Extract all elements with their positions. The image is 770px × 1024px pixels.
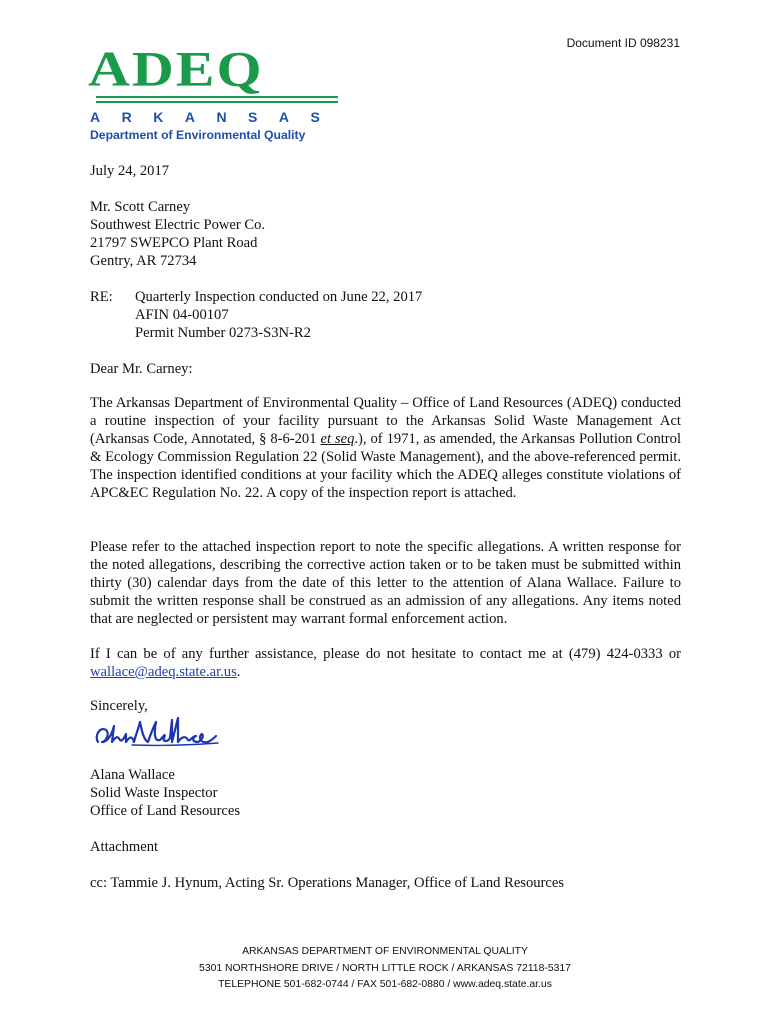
- salutation: Dear Mr. Carney:: [90, 361, 193, 377]
- paragraph-3-after: .: [236, 664, 241, 680]
- re-block: [90, 288, 681, 342]
- closing: Sincerely,: [90, 698, 148, 714]
- attachment-note: Attachment: [90, 839, 159, 855]
- recipient-street: 21797 SWEPCO Plant Road: [90, 235, 258, 251]
- document-id: Document ID 098231: [566, 36, 680, 50]
- footer-line-1: ARKANSAS DEPARTMENT OF ENVIRONMENTAL QUALITY: [242, 946, 528, 957]
- paragraph-1: [90, 394, 681, 502]
- re-line-3: Permit Number 0273-S3N-R2: [135, 325, 311, 341]
- logo-rule-top: [96, 96, 338, 98]
- recipient-city: Gentry, AR 72734: [90, 253, 197, 269]
- recipient-company: Southwest Electric Power Co.: [90, 217, 266, 233]
- email-link[interactable]: wallace@adeq.state.ar.us: [90, 664, 237, 680]
- footer-line-2: 5301 NORTHSHORE DRIVE / NORTH LITTLE ROCK / ARKANSAS 72118-5317: [199, 962, 571, 974]
- signature: [92, 712, 222, 752]
- paragraph-3: [90, 645, 681, 681]
- footer-line-3: TELEPHONE 501-682-0744 / FAX 501-682-0880 / www.adeq.state.ar.us: [218, 979, 552, 990]
- paragraph-1-et-seq: et seq: [320, 431, 355, 447]
- signer-title: Solid Waste Inspector: [90, 785, 218, 801]
- paragraph-3-text: If I can be of any further assistance, please do not hesitate to contact me at (479) 424-0333 or: [90, 646, 681, 662]
- logo-state: ARKANSAS: [90, 109, 342, 125]
- logo-rule-bottom: [96, 101, 338, 103]
- logo-wordmark: ADEQ: [88, 40, 264, 97]
- letter-date: July 24, 2017: [90, 163, 170, 179]
- paragraph-2: Please refer to the attached inspection report to note the specific allegations. A written response for the noted allegations, describing the corrective action taken or to be taken must be submitted within thirty (30) calendar days from the date of this letter to the attention of Alana Wallace. Failure to submit the written response shall be construed as an admission of any allegations. Any items noted that are neglected or persistent may warrant formal enforcement action.: [90, 539, 681, 627]
- recipient-address: [90, 198, 681, 270]
- paragraph-1-part-2: .), of 1971, as amended, the Arkansas Pollution Control & Ecology Commission Regulation 22 (Solid Waste Management), and the above-referenced permit. The inspection identified conditions at your facility which the ADEQ alleges constitute violations of APC&EC Regulation No. 22. A copy of the inspection report is attached.: [90, 431, 682, 501]
- recipient-name: Mr. Scott Carney: [90, 199, 191, 215]
- adeq-logo: [88, 40, 342, 144]
- re-line-2: AFIN 04-00107: [135, 307, 229, 323]
- cc-line: cc: Tammie J. Hynum, Acting Sr. Operations Manager, Office of Land Resources: [90, 875, 565, 891]
- signer-office: Office of Land Resources: [90, 803, 241, 819]
- signer-name: Alana Wallace: [90, 767, 175, 783]
- letterhead-footer: [0, 944, 770, 994]
- paragraph-1-part-1: The Arkansas Department of Environmental Quality – Office of Land Resources (ADEQ) conducted a routine inspection of your facility pursuant to the Arkansas Solid Waste Management Act (Arkansas Code, Annotated, § 8-6-201: [90, 395, 681, 447]
- re-line-1: Quarterly Inspection conducted on June 22, 2017: [135, 289, 423, 305]
- re-body: [135, 288, 422, 342]
- re-label: RE:: [90, 289, 113, 305]
- signer-block: [90, 766, 681, 820]
- logo-department: Department of Environmental Quality: [90, 128, 306, 142]
